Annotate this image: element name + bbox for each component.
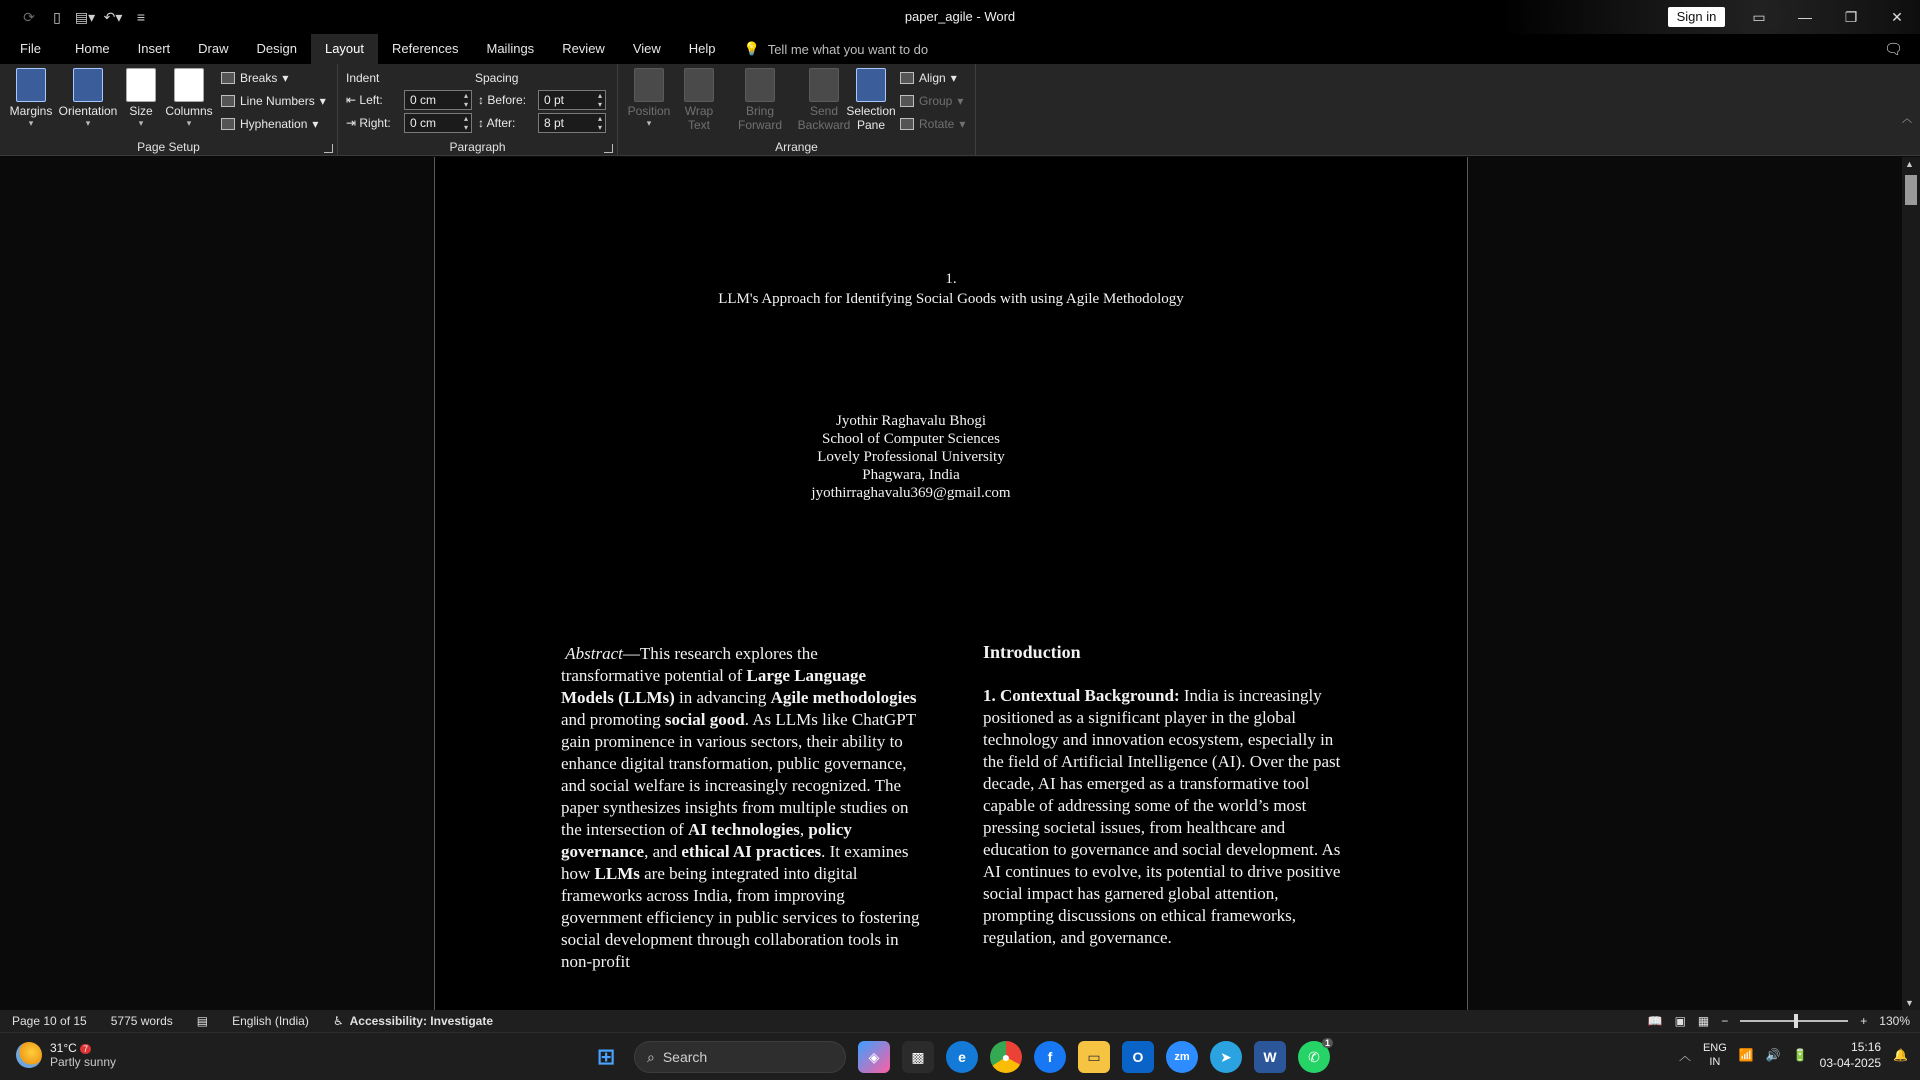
weather-icon bbox=[16, 1042, 42, 1068]
wrap-text-button[interactable] bbox=[674, 68, 724, 132]
introduction-column bbox=[983, 641, 1353, 949]
edge-icon[interactable]: e bbox=[946, 1041, 978, 1073]
weather-condition: Partly sunny bbox=[50, 1055, 117, 1069]
columns-label: Columns bbox=[165, 104, 213, 118]
wrap-text-icon bbox=[684, 68, 714, 102]
language-indicator[interactable]: English (India) bbox=[232, 1014, 309, 1028]
author-location: Phagwara, India bbox=[862, 467, 960, 483]
word-icon[interactable]: W bbox=[1254, 1041, 1286, 1073]
align-icon bbox=[900, 72, 914, 84]
orientation-label: Orientation bbox=[58, 104, 118, 118]
ribbon-display-options-icon[interactable]: ▭ bbox=[1752, 8, 1766, 25]
tab-help[interactable]: Help bbox=[688, 41, 716, 56]
web-layout-icon[interactable]: ▦ bbox=[1697, 1014, 1710, 1028]
accessibility-icon: ♿ bbox=[332, 1014, 344, 1028]
selection-pane-label-1: Selection bbox=[846, 104, 896, 118]
group-label: Group bbox=[919, 94, 953, 108]
region-code: IN bbox=[1709, 1056, 1721, 1068]
clock[interactable] bbox=[1820, 1039, 1881, 1071]
sign-in-button[interactable]: Sign in bbox=[1668, 7, 1725, 27]
indent-right-input[interactable]: 0 cm ▴ ▾ bbox=[404, 113, 472, 133]
columns-icon bbox=[174, 68, 204, 102]
quick-access-toolbar bbox=[0, 0, 152, 34]
position-icon bbox=[634, 68, 664, 102]
selection-pane-button[interactable] bbox=[840, 68, 902, 132]
customize-toolbar-icon[interactable]: ≡ bbox=[136, 9, 146, 25]
wifi-icon[interactable]: 📶 bbox=[1738, 1048, 1754, 1062]
bring-forward-button[interactable] bbox=[730, 68, 790, 132]
tab-mailings[interactable]: Mailings bbox=[486, 41, 535, 56]
breaks-button[interactable]: Breaks ▾ bbox=[221, 68, 288, 88]
tab-layout[interactable]: Layout bbox=[311, 34, 378, 64]
search-icon: ⌕ bbox=[647, 1048, 655, 1065]
facebook-icon[interactable]: f bbox=[1034, 1041, 1066, 1073]
temperature: 31°C 7 bbox=[50, 1041, 116, 1055]
volume-icon[interactable]: 🔊 bbox=[1765, 1048, 1781, 1062]
read-mode-icon[interactable]: 📖 bbox=[1647, 1014, 1663, 1028]
bring-forward-label-1: Bring bbox=[745, 104, 774, 118]
tab-home[interactable]: Home bbox=[74, 41, 110, 56]
show-hidden-icons-icon[interactable]: ︿ bbox=[1678, 1048, 1691, 1063]
undo-icon[interactable]: ↶▾ bbox=[103, 8, 123, 25]
comments-icon[interactable]: 🗨 bbox=[1884, 41, 1904, 58]
tab-references[interactable]: References bbox=[392, 41, 459, 56]
breaks-label: Breaks bbox=[240, 71, 278, 85]
spacing-after-label: ↕ After: bbox=[478, 116, 516, 130]
ribbon-tabs bbox=[0, 34, 1920, 64]
vertical-scrollbar[interactable] bbox=[1902, 157, 1920, 1010]
paragraph-group bbox=[338, 64, 618, 156]
page-setup-group bbox=[0, 64, 338, 156]
line-numbers-button[interactable]: Line Numbers ▾ bbox=[221, 91, 326, 111]
new-document-icon[interactable]: ▯ bbox=[53, 8, 61, 25]
arrange-group bbox=[618, 64, 976, 156]
zoom-in-icon[interactable]: + bbox=[1860, 1014, 1868, 1028]
chrome-icon[interactable]: ● bbox=[990, 1041, 1022, 1073]
lightbulb-icon: 💡 bbox=[743, 41, 760, 56]
document-page[interactable] bbox=[434, 157, 1468, 1010]
scrollbar-thumb[interactable] bbox=[1905, 175, 1917, 205]
introduction-paragraph: 1. Contextual Background: India is increasingly positioned as a significant player in the global technology and innovation ecosystem, especially in the field of Artificial Intelligence (AI). Over the past decade, AI has emerged as a transformative tool capable of addressing some of the world’s most pressing societal issues, from healthcare and education to governance and social development. As AI continues to evolve, its potential to drive positive social impact has garnered global attention, prompting discussions on ethical frameworks, regulation, and governance. bbox=[983, 686, 1341, 947]
indent-heading: Indent bbox=[346, 71, 380, 85]
whatsapp-badge: 1 bbox=[1322, 1038, 1333, 1048]
zoom-slider-knob[interactable] bbox=[1794, 1014, 1798, 1028]
file-explorer-icon[interactable]: ▭ bbox=[1078, 1041, 1110, 1073]
line-numbers-label: Line Numbers bbox=[240, 94, 315, 108]
copilot-icon[interactable]: ◈ bbox=[858, 1041, 890, 1073]
page-count[interactable]: Page 10 of 15 bbox=[12, 1014, 87, 1028]
search-placeholder: Search bbox=[662, 1049, 708, 1065]
line-numbers-icon bbox=[221, 95, 235, 107]
close-button[interactable]: ✕ bbox=[1891, 8, 1903, 25]
indent-left-input[interactable]: 0 cm ▴ ▾ bbox=[404, 90, 472, 110]
page-setup-label: Page Setup bbox=[137, 140, 200, 154]
tab-view[interactable]: View bbox=[632, 41, 661, 56]
tab-design[interactable]: Design bbox=[256, 41, 297, 56]
page-setup-dialog-launcher-icon[interactable] bbox=[324, 144, 333, 153]
selection-pane-label-2: Pane bbox=[856, 118, 886, 132]
paragraph-dialog-launcher-icon[interactable] bbox=[604, 144, 613, 153]
author-university: Lovely Professional University bbox=[817, 449, 1005, 465]
context-heading: 1. Contextual Background: bbox=[983, 686, 1180, 705]
print-layout-icon[interactable]: ▣ bbox=[1674, 1014, 1686, 1028]
position-button[interactable]: Position ▾ bbox=[624, 68, 674, 129]
status-bar bbox=[0, 1010, 1920, 1032]
send-backward-label-1: Send bbox=[809, 104, 839, 118]
accessibility-status[interactable] bbox=[321, 1014, 505, 1028]
size-label: Size bbox=[129, 104, 153, 118]
margins-button[interactable]: Margins ▾ bbox=[6, 68, 56, 129]
zoom-app-icon[interactable]: zm bbox=[1166, 1041, 1198, 1073]
abstract-paragraph: Abstract—This research explores the transformative potential of Large Language Models (LLMs) in advancing Agile methodologies and promoting social good. As LLMs like ChatGPT gain prominence in various sectors, their ability to enhance digital transformation, public governance, and social welfare is increasingly recognized. The paper synthesizes insights from multiple studies on the intersection of AI technologies, policy governance, and ethical AI practices. It examines how LLMs are being integrated into digital frameworks across India, from improving government efficiency in public services to fostering social development through collaboration tools in non-profit bbox=[561, 644, 920, 971]
author-school: School of Computer Sciences bbox=[822, 431, 1000, 447]
indent-right-label: ⇥ Right: bbox=[346, 116, 391, 130]
view-controls bbox=[1648, 1010, 1910, 1032]
wrap-text-label-2: Text bbox=[687, 118, 710, 132]
start-icon[interactable]: ⊞ bbox=[596, 1044, 616, 1069]
title-bar bbox=[0, 0, 1920, 34]
proofing-icon[interactable]: ▤ bbox=[196, 1014, 209, 1028]
size-icon bbox=[126, 68, 156, 102]
bring-forward-icon bbox=[745, 68, 775, 102]
author-email: jyothirraghavalu369@gmail.com bbox=[811, 485, 1011, 501]
position-label: Position bbox=[627, 104, 671, 118]
spacing-heading: Spacing bbox=[475, 71, 519, 85]
language-code: ENG bbox=[1702, 1042, 1727, 1054]
tab-insert[interactable]: Insert bbox=[137, 41, 171, 56]
orientation-icon bbox=[73, 68, 103, 102]
windows-taskbar bbox=[0, 1032, 1920, 1080]
size-button[interactable]: Size ▾ bbox=[118, 68, 164, 129]
ribbon bbox=[0, 64, 1920, 156]
hyphenation-label: Hyphenation bbox=[240, 117, 308, 131]
rotate-label: Rotate bbox=[919, 117, 955, 131]
scroll-down-icon[interactable]: ▼ bbox=[1905, 998, 1914, 1008]
taskbar-search[interactable] bbox=[634, 1041, 846, 1073]
notifications-icon[interactable]: 🔔 bbox=[1893, 1048, 1908, 1062]
taskbar-apps bbox=[590, 1038, 1330, 1073]
spacing-before-input[interactable]: 0 pt ▴ ▾ bbox=[538, 90, 606, 110]
microsoft-365-icon[interactable]: ▩ bbox=[902, 1041, 934, 1073]
weather-badge: 7 bbox=[80, 1044, 91, 1054]
rotate-button[interactable]: Rotate ▾ bbox=[900, 114, 965, 134]
align-button[interactable]: Align ▾ bbox=[900, 68, 957, 88]
group-icon bbox=[900, 95, 914, 107]
selection-pane-icon bbox=[856, 68, 886, 102]
orientation-button[interactable]: Orientation ▾ bbox=[58, 68, 118, 129]
tell-me-search[interactable] bbox=[730, 41, 929, 57]
tab-draw[interactable]: Draw bbox=[198, 41, 229, 56]
hyphenation-icon bbox=[221, 118, 235, 130]
tell-me-text: Tell me what you want to do bbox=[767, 41, 929, 57]
restore-button[interactable]: ❐ bbox=[1844, 8, 1858, 25]
spacing-after-input[interactable]: 8 pt ▴ ▾ bbox=[538, 113, 606, 133]
spacing-before-label: ↕ Before: bbox=[478, 93, 527, 107]
wrap-text-label-1: Wrap bbox=[684, 104, 714, 118]
scroll-up-icon[interactable]: ▲ bbox=[1905, 159, 1914, 169]
bring-forward-label-2: Forward bbox=[737, 118, 782, 132]
abstract-column bbox=[561, 643, 921, 973]
telegram-icon[interactable]: ➤ bbox=[1210, 1041, 1242, 1073]
document-workspace[interactable] bbox=[0, 157, 1902, 1010]
accessibility-label: Accessibility: Investigate bbox=[349, 1014, 493, 1028]
paragraph-label: Paragraph bbox=[449, 140, 506, 154]
collapse-ribbon-icon[interactable]: ︿ bbox=[1902, 114, 1912, 125]
abstract-label: Abstract bbox=[565, 644, 623, 663]
send-backward-icon bbox=[809, 68, 839, 102]
time: 15:16 bbox=[1851, 1040, 1882, 1054]
date: 03-04-2025 bbox=[1819, 1056, 1882, 1070]
zoom-out-icon[interactable]: − bbox=[1721, 1014, 1729, 1028]
margins-icon bbox=[16, 68, 46, 102]
tab-file[interactable]: File bbox=[20, 41, 41, 56]
align-label: Align bbox=[919, 71, 946, 85]
weather-widget[interactable] bbox=[16, 1041, 116, 1069]
rotate-icon bbox=[900, 118, 914, 130]
indent-left-label: ⇤ Left: bbox=[346, 93, 383, 107]
breaks-icon bbox=[221, 72, 235, 84]
introduction-heading: Introduction bbox=[983, 642, 1081, 662]
zoom-slider[interactable] bbox=[1740, 1020, 1848, 1022]
hyphenation-button[interactable]: Hyphenation ▾ bbox=[221, 114, 318, 134]
paper-title: LLM's Approach for Identifying Social Goods with using Agile Methodology bbox=[718, 291, 1184, 307]
author-name: Jyothir Raghavalu Bhogi bbox=[836, 413, 986, 429]
margins-label: Margins bbox=[9, 104, 53, 118]
document-title: paper_agile - Word bbox=[904, 9, 1016, 24]
save-as-icon[interactable]: ▤▾ bbox=[74, 8, 96, 25]
minimize-button[interactable]: — bbox=[1798, 9, 1812, 25]
send-backward-label-2: Backward bbox=[797, 118, 851, 132]
battery-icon[interactable]: 🔋 bbox=[1792, 1048, 1808, 1062]
zoom-level[interactable]: 130% bbox=[1879, 1014, 1910, 1028]
outlook-icon[interactable]: O bbox=[1122, 1041, 1154, 1073]
tab-review[interactable]: Review bbox=[562, 41, 605, 56]
group-button[interactable]: Group ▾ bbox=[900, 91, 963, 111]
word-count[interactable]: 5775 words bbox=[110, 1014, 173, 1028]
system-tray bbox=[1679, 1039, 1908, 1071]
whatsapp-icon[interactable]: ✆ 1 bbox=[1298, 1041, 1330, 1073]
columns-button[interactable]: Columns ▾ bbox=[164, 68, 214, 129]
autosave-icon[interactable]: ⟳ bbox=[23, 8, 35, 25]
arrange-label: Arrange bbox=[775, 140, 818, 154]
language-switcher[interactable] bbox=[1703, 1041, 1727, 1069]
heading-number: 1. bbox=[945, 271, 957, 287]
